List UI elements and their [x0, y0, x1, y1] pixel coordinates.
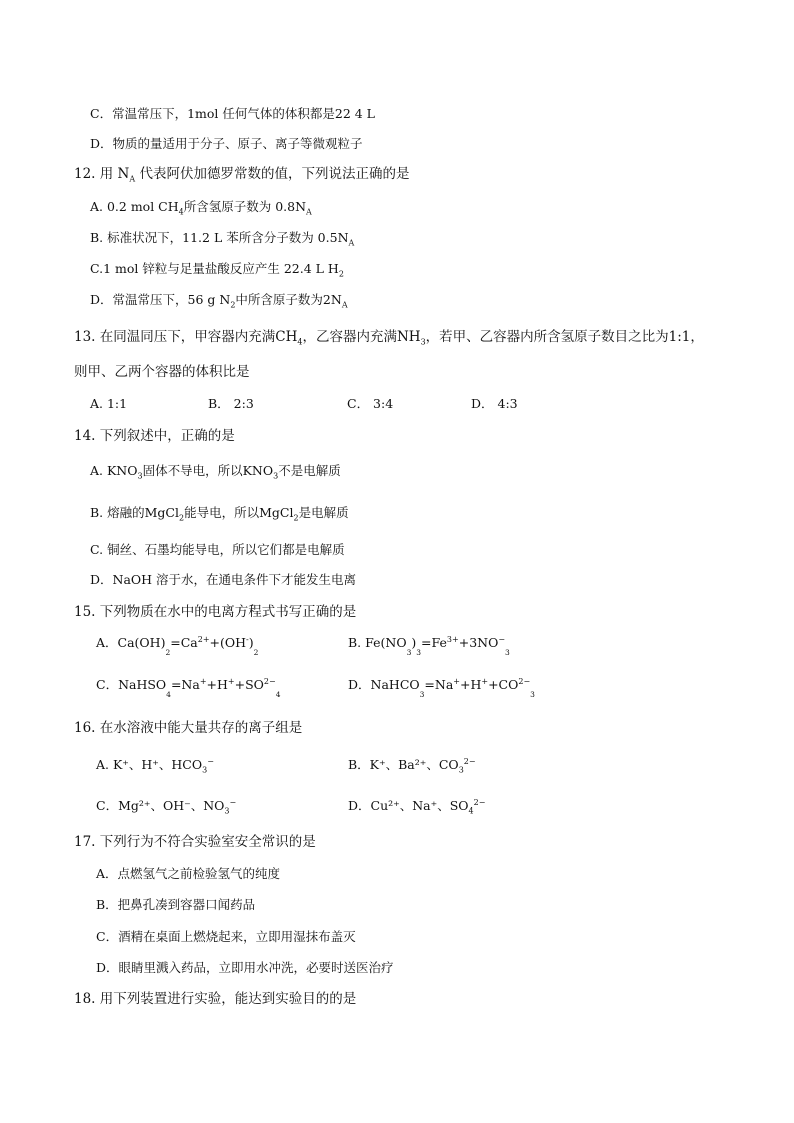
q17-option-a: A．点燃氢气之前检验氢气的纯度	[96, 866, 281, 881]
q18-stem: 18. 用下列装置进行实验，能达到实验目的的是	[74, 991, 357, 1007]
q16-option-a: A. K⁺、H⁺、$HCO_3^-$	[96, 756, 214, 775]
q14-option-d: D．NaOH 溶于水，在通电条件下才能发生电离	[90, 572, 357, 587]
q12-option-b: B. 标准状况下，11.2 L 苯所含分子数为 $0.5N_A$	[90, 230, 355, 248]
q16-option-b: B．K⁺、Ba²⁺、$CO_3^{2-}$	[348, 756, 476, 775]
q17-option-b: B．把鼻孔凑到容器口闻药品	[96, 897, 256, 912]
q15-option-b: B. $Fe(NO_3)_3=Fe^{3+}+3NO^-_3$	[348, 634, 510, 657]
q15-option-a: A．$Ca(OH)_2=Ca^{2+}+(OH^-)_2$	[96, 634, 259, 657]
q15-stem: 15. 下列物质在水中的电离方程式书写正确的是	[74, 604, 357, 620]
q12-stem: 12. 用 $N_A$ 代表阿伏加德罗常数的值，下列说法正确的是	[74, 166, 410, 184]
q17-stem: 17. 下列行为不符合实验室安全常识的是	[74, 834, 316, 850]
q11-option-d: D．物质的量适用于分子、原子、离子等微观粒子	[90, 136, 363, 151]
q15-option-c: C．$NaHSO_4=Na^++H^++SO^{2-}_4$	[96, 676, 281, 699]
q11-option-c: C．常温常压下，1mol 任何气体的体积都是22 4 L	[90, 106, 375, 121]
q16-stem: 16. 在水溶液中能大量共存的离子组是	[74, 720, 303, 736]
q17-option-d: D．眼睛里溅入药品，立即用水冲洗，必要时送医治疗	[96, 960, 394, 975]
q13-stem-line2: 则甲、乙两个容器的体积比是	[74, 364, 250, 380]
q13-stem: 13. 在同温同压下，甲容器内充满$CH_4$，乙容器内充满$NH_3$，若甲、乙容器内所含氢原子数目之比为1:1，	[74, 329, 704, 347]
q12-option-a: A. 0.2 mol $CH_4$所含氢原子数为 $0.8N_A$	[90, 199, 312, 217]
q14-option-c: C. 铜丝、石墨均能导电，所以它们都是电解质	[90, 542, 345, 557]
q13-option-c: C． 3:4	[347, 396, 394, 411]
q16-option-c: C．Mg²⁺、OH⁻、$NO_3^-$	[96, 797, 237, 816]
q14-stem: 14. 下列叙述中，正确的是	[74, 428, 235, 444]
q12-option-d: D．常温常压下，56 g $N_2$中所含原子数为$2N_A$	[90, 292, 348, 310]
q14-option-a: A. $KNO_3$固体不导电，所以$KNO_3$不是电解质	[90, 463, 341, 481]
q13-option-b: B． 2:3	[208, 396, 254, 411]
q16-option-d: D．Cu²⁺、Na⁺、$SO_4^{2-}$	[348, 797, 486, 816]
q17-option-c: C．酒精在桌面上燃烧起来，立即用湿抹布盖灭	[96, 929, 356, 944]
q13-option-a: A. 1:1	[90, 396, 128, 411]
q12-option-c: C.1 mol 锌粒与足量盐酸反应产生 22.4 L $H_2$	[90, 261, 344, 279]
q13-option-d: D． 4:3	[471, 396, 518, 411]
q14-option-b: B. 熔融的MgCl$_2$能导电，所以MgCl$_2$是电解质	[90, 505, 349, 523]
q15-option-d: D．$NaHCO_3=Na^++H^++CO^{2-}_3$	[348, 676, 535, 699]
